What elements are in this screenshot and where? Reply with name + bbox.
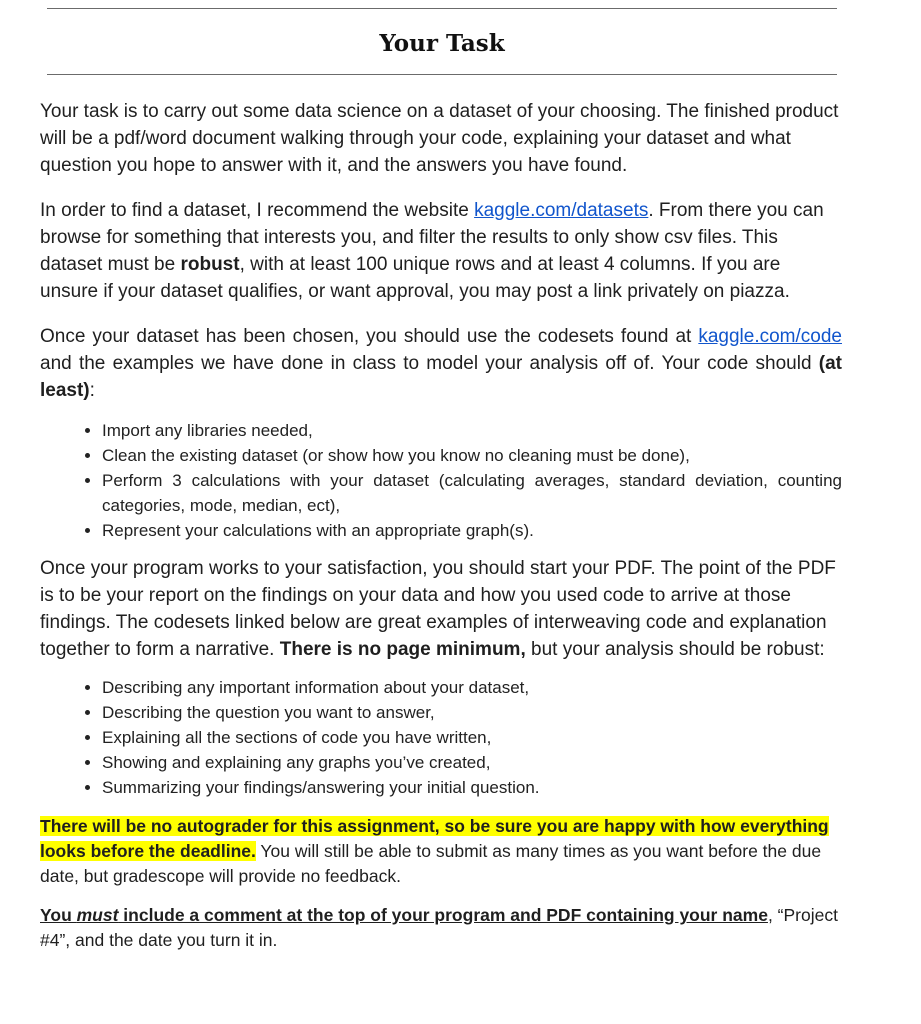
autograder-highlight: There will be no autograder for this assignment, so be sure you are happy with how everything looks before the deadline. xyxy=(40,816,829,861)
list-item: • Represent your calculations with an appropriate graph(s). xyxy=(102,518,842,543)
autograder-paragraph xyxy=(40,814,842,889)
must-emphasis: must xyxy=(76,905,119,925)
list-item: • Clean the existing dataset (or show how you know no cleaning must be done), xyxy=(102,443,842,468)
intro-paragraph: Your task is to carry out some data science on a dataset of your choosing. The finished product will be a pdf/word document walking through your code, explaining your dataset and what question you hope to answer with it, and the answers you have found. xyxy=(40,101,839,176)
top-divider xyxy=(47,8,837,9)
dataset-text-3: , with at least 100 unique rows and at least 4 columns. If you are unsure if your dataset qualifies, or want approval, you may post a link privately on piazza. xyxy=(40,254,790,302)
page-title: Your Task xyxy=(379,30,505,57)
comment-underline-2: include a comment at the top of your program and PDF containing your name xyxy=(118,905,768,925)
list-item: • Explaining all the sections of code you have written, xyxy=(102,725,842,750)
comment-text: , “Project #4”, and the date you turn it in. xyxy=(40,905,838,950)
list-item: • Perform 3 calculations with your dataset (calculating averages, standard deviation, counting categories, mode, median, ect), xyxy=(102,468,842,518)
comment-underline-1: You xyxy=(40,905,77,925)
robust-emphasis: robust xyxy=(180,254,240,275)
code-paragraph xyxy=(40,323,842,404)
list-item: • Summarizing your findings/answering your initial question. xyxy=(102,775,842,800)
pdf-text-2: but your analysis should be robust: xyxy=(525,639,825,660)
pdf-text-1: Once your program works to your satisfaction, you should start your PDF. The point of the PDF is to be your report on the findings on your data and how you used code to arrive at those findings. The codesets linked below are great examples of interweaving code and explanation together to form a narrative. xyxy=(40,558,836,660)
pdf-paragraph xyxy=(40,555,842,663)
page-minimum-emphasis: There is no page minimum, xyxy=(279,639,526,660)
code-text-3: : xyxy=(89,380,95,401)
code-text-2: and the examples we have done in class to model your analysis off of. Your code should xyxy=(40,353,819,374)
at-least-emphasis: (at least) xyxy=(40,353,842,401)
list-item: • Describing the question you want to answer, xyxy=(102,700,842,725)
list-item: • Describing any important information about your dataset, xyxy=(102,675,842,700)
code-requirements-list xyxy=(40,418,842,543)
list-item: • Import any libraries needed, xyxy=(102,418,842,443)
dataset-paragraph xyxy=(40,197,842,305)
list-item: • Showing and explaining any graphs you’ve created, xyxy=(102,750,842,775)
code-text-1: Once your dataset has been chosen, you should use the codesets found at xyxy=(40,326,699,347)
report-requirements-list xyxy=(40,675,842,800)
dataset-text-2: . From there you can browse for something that interests you, and filter the results to only show csv files. This dataset must be xyxy=(40,200,824,275)
dataset-text-1: In order to find a dataset, I recommend the website xyxy=(40,200,475,221)
title-divider xyxy=(47,74,837,75)
kaggle-code-link[interactable]: kaggle.com/code xyxy=(698,326,842,347)
comment-requirement-paragraph xyxy=(40,903,842,953)
kaggle-datasets-link[interactable]: kaggle.com/datasets xyxy=(474,200,649,221)
autograder-text: You will still be able to submit as many times as you want before the due date, but gradescope will provide no feedback. xyxy=(40,841,822,886)
document-body xyxy=(40,98,842,953)
